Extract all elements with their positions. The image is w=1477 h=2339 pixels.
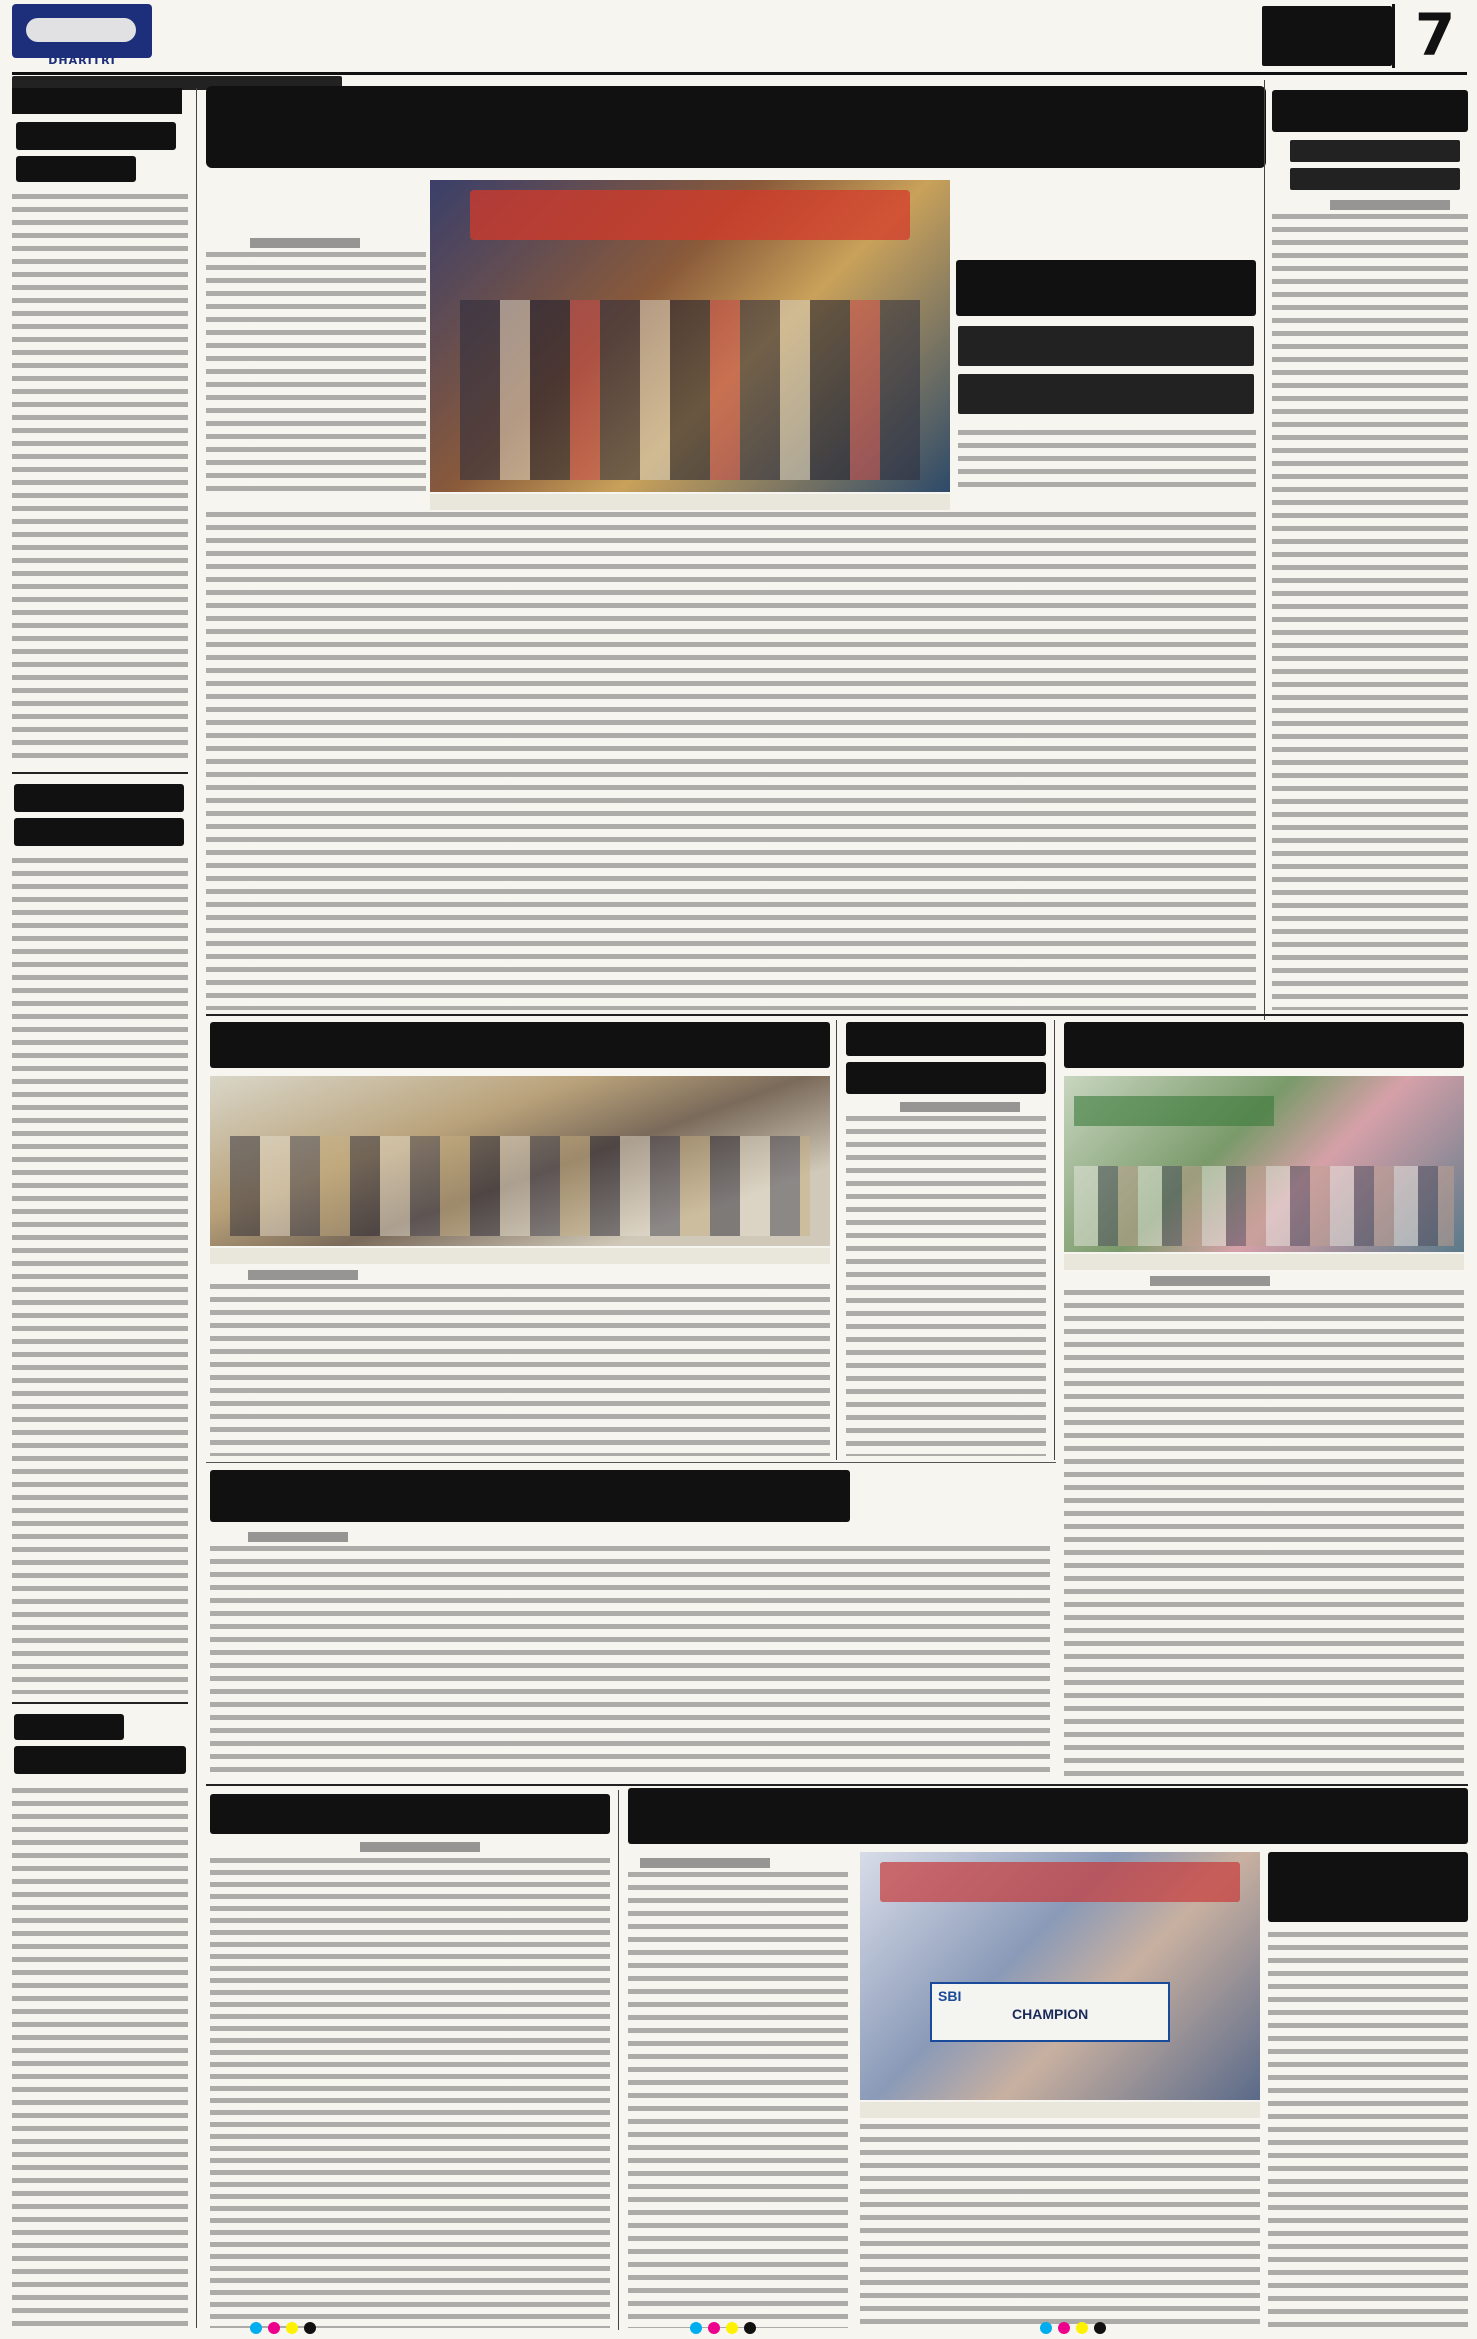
champion-label: CHAMPION xyxy=(1012,2006,1089,2022)
crown-sporting-body-col1 xyxy=(628,1872,848,2328)
column-rule-bottom1 xyxy=(618,1790,619,2330)
books-headline xyxy=(210,1470,850,1522)
award-ceremony-photo xyxy=(430,180,950,492)
ward-byline xyxy=(1150,1276,1270,1286)
ward-meeting-photo xyxy=(1064,1076,1464,1252)
ward-election-body xyxy=(1064,1290,1464,1780)
sports-minister-body xyxy=(210,1858,610,2328)
foundation-photo-caption xyxy=(210,1248,830,1264)
brief3-headline-line2 xyxy=(14,1746,186,1774)
journalist-union-byline xyxy=(900,1102,1020,1112)
magenta-dot xyxy=(708,2322,720,2334)
sidebar-award-title xyxy=(956,260,1256,316)
main-story-byline xyxy=(250,238,360,248)
foundation-byline xyxy=(248,1270,358,1280)
cyan-dot xyxy=(250,2322,262,2334)
masthead-logo xyxy=(12,4,152,70)
column-rule-left xyxy=(196,88,197,2328)
award-photo-caption xyxy=(430,494,950,510)
right-story-headline xyxy=(1272,90,1468,132)
brief2-headline xyxy=(14,784,184,812)
photo-people-group xyxy=(460,300,920,480)
registration-marks-center xyxy=(690,2322,770,2336)
section-divider-bottom xyxy=(206,1784,1468,1786)
column-rule-mid1 xyxy=(836,1020,837,1460)
main-story-col1-top xyxy=(206,252,426,492)
cricket-cup-body xyxy=(1268,1932,1468,2328)
journalist-union-headline-2 xyxy=(846,1062,1046,1094)
cyan-dot xyxy=(1040,2322,1052,2334)
ward-election-headline xyxy=(1064,1022,1464,1068)
magenta-dot xyxy=(1058,2322,1070,2334)
crown-sporting-body-col2 xyxy=(860,2124,1260,2328)
section-divider-books xyxy=(206,1462,1056,1463)
cyan-dot xyxy=(690,2322,702,2334)
main-story-body xyxy=(206,512,1256,1010)
section-name-puri xyxy=(1262,6,1392,66)
award-list-item-1 xyxy=(958,326,1254,366)
brief2-body xyxy=(12,858,188,1694)
brief-divider xyxy=(12,772,188,774)
masthead-rule xyxy=(12,72,1467,75)
right-story-sub1 xyxy=(1290,140,1460,162)
champion-cheque xyxy=(930,1982,1170,2042)
registration-marks-right xyxy=(1040,2322,1120,2336)
black-dot xyxy=(304,2322,316,2334)
books-body xyxy=(210,1546,1050,1772)
dharitri-logo-mark xyxy=(12,4,152,58)
sports-minister-byline xyxy=(360,1842,480,1852)
section-divider xyxy=(1392,4,1395,68)
photo-stage-guests xyxy=(230,1136,810,1236)
crown-sporting-headline xyxy=(628,1788,1468,1844)
yellow-dot xyxy=(726,2322,738,2334)
column-rule-mid2 xyxy=(1054,1020,1055,1460)
brief1-headline-line2 xyxy=(16,156,136,182)
journalist-union-headline xyxy=(846,1022,1046,1056)
photo-meeting-banner xyxy=(1074,1096,1274,1126)
photo-tournament-banner xyxy=(880,1862,1240,1902)
yellow-dot xyxy=(1076,2322,1088,2334)
yellow-dot xyxy=(286,2322,298,2334)
photo-meeting-attendees xyxy=(1074,1166,1454,1246)
right-story-sub2 xyxy=(1290,168,1460,190)
brief1-body xyxy=(12,194,188,760)
brief3-body xyxy=(12,1788,188,2328)
foundation-body xyxy=(210,1284,830,1456)
page-number: 7 xyxy=(1414,1,1456,69)
award-list-item-2 xyxy=(958,374,1254,414)
right-story-body xyxy=(1272,214,1468,1010)
briefs-label xyxy=(12,88,182,114)
books-byline xyxy=(248,1532,348,1542)
foundation-event-photo xyxy=(210,1076,830,1246)
magenta-dot xyxy=(268,2322,280,2334)
brief-divider-2 xyxy=(12,1702,188,1704)
photo-stage-banner xyxy=(470,190,910,240)
main-headline-award xyxy=(206,86,1266,168)
column-rule-right-top xyxy=(1264,80,1265,1020)
right-story-byline xyxy=(1330,200,1450,210)
cricket-cup-title-box xyxy=(1268,1852,1468,1922)
sports-minister-headline xyxy=(210,1794,610,1834)
black-dot xyxy=(1094,2322,1106,2334)
foundation-headline xyxy=(210,1022,830,1068)
award-sidebar-body xyxy=(958,430,1256,490)
crown-sporting-byline xyxy=(640,1858,770,1868)
masthead-subtitle: DHARITRI xyxy=(48,54,116,67)
brief3-headline xyxy=(14,1714,124,1740)
brief1-headline xyxy=(16,122,176,150)
ward-photo-caption xyxy=(1064,1254,1464,1270)
section-divider-mid xyxy=(206,1014,1468,1016)
black-dot xyxy=(744,2322,756,2334)
championship-photo xyxy=(860,1852,1260,2100)
registration-marks-left xyxy=(250,2322,330,2336)
championship-photo-caption xyxy=(860,2102,1260,2118)
brief2-headline-line2 xyxy=(14,818,184,846)
journalist-union-body xyxy=(846,1116,1046,1456)
sbi-label: SBI xyxy=(938,1988,962,2004)
